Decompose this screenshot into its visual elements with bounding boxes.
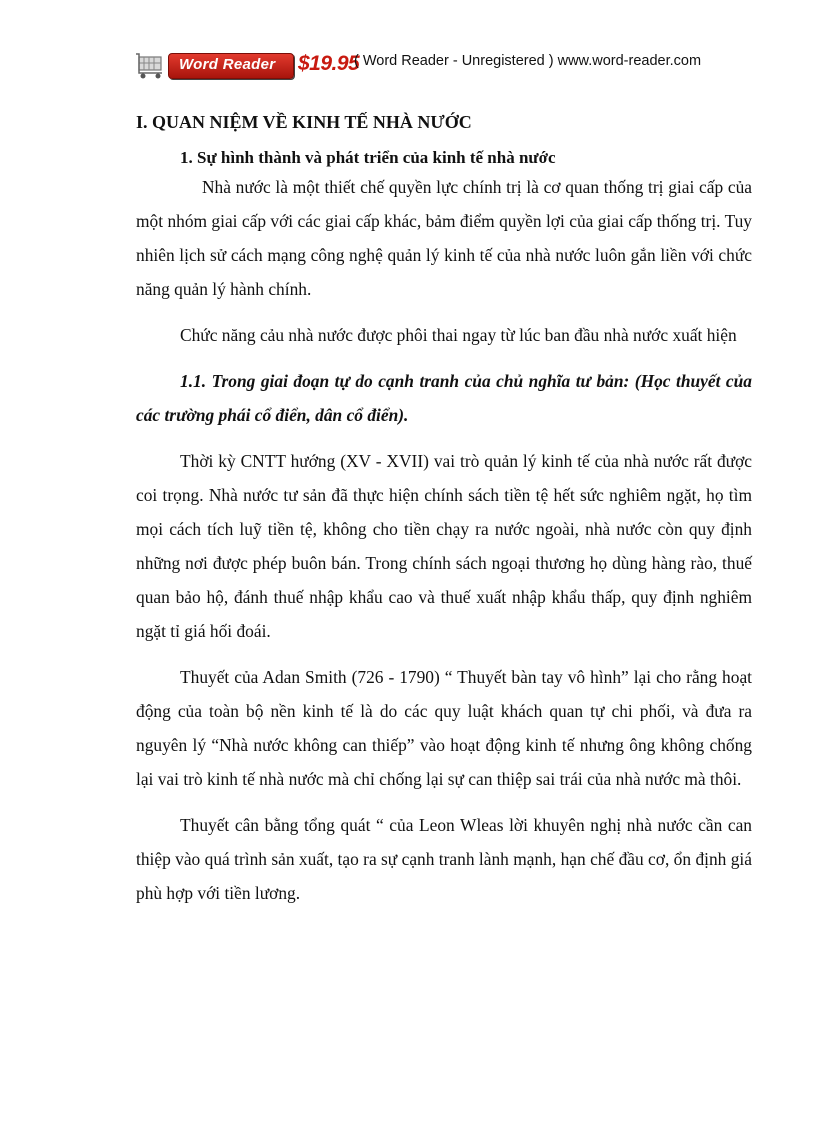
word-reader-banner[interactable] [136, 50, 756, 82]
shopping-cart-icon [136, 52, 166, 80]
page-title: I. QUAN NIỆM VỀ KINH TẾ NHÀ NƯỚC [136, 112, 472, 132]
section-heading-1-1: 1.1. Trong giai đoạn tự do cạnh tranh của chủ nghĩa tư bản: (Học thuyết của các trường phái cổ điển, dân cổ điển). [136, 371, 752, 425]
paragraph-1: Nhà nước là một thiết chế quyền lực chính trị là cơ quan thống trị giai cấp của một nhóm giai cấp với các giai cấp khác, bảm điểm quyền lợi của giai cấp thống trị. Tuy nhiên lịch sử cách mạng công nghệ quản lý kinh tế của nhà nước luôn gắn liền với chức năng quản lý hành chính. [136, 177, 752, 299]
paragraph-2: Chức năng cảu nhà nước được phôi thai ngay từ lúc ban đầu nhà nước xuất hiện [180, 325, 737, 345]
price-tag: $19.95 [298, 52, 360, 75]
paragraph-4: Thuyết của Adan Smith (726 - 1790) “ Thuyết bàn tay vô hình” lại cho rằng hoạt động của toàn bộ nền kinh tế là do các quy luật khách quan tự chi phối, và đưa ra nguyên lý “Nhà nước không can thiếp” vào hoạt động kinh tế nhưng ông không chống lại vai trò kinh tế nhà nước mà chỉ chống lại sự can thiệp sai trái của nhà nước mà thôi. [136, 667, 752, 789]
badge-label: Word Reader [179, 56, 276, 73]
paragraph-5: Thuyết cân bằng tổng quát “ của Leon Wleas lời khuyên nghị nhà nước cần can thiệp vào quá trình sản xuất, tạo ra sự cạnh tranh lành mạnh, hạn chế đầu cơ, ổn định giá phù hợp với tiền lương. [136, 815, 752, 903]
word-reader-badge[interactable] [168, 53, 294, 79]
section-subheading: 1. Sự hình thành và phát triển của kinh tế nhà nước [180, 148, 556, 167]
paragraph-3: Thời kỳ CNTT hướng (XV - XVII) vai trò quản lý kinh tế của nhà nước rất được coi trọng. Nhà nước tư sản đã thực hiện chính sách tiền tệ hết sức nghiêm ngặt, họ tìm mọi cách tích luỹ tiền tệ, không cho tiền chạy ra nước ngoài, nhà nước còn quy định những nơi được phép buôn bán. Trong chính sách ngoại thương họ dùng hàng rào, thuế quan bảo hộ, đánh thuế nhập khẩu cao và thuế xuất nhập khẩu thấp, quy định nghiêm ngặt tỉ giá hối đoái. [136, 451, 752, 641]
unregistered-notice: ( Word Reader - Unregistered ) www.word-reader.com [354, 53, 702, 69]
document-body [136, 110, 752, 910]
